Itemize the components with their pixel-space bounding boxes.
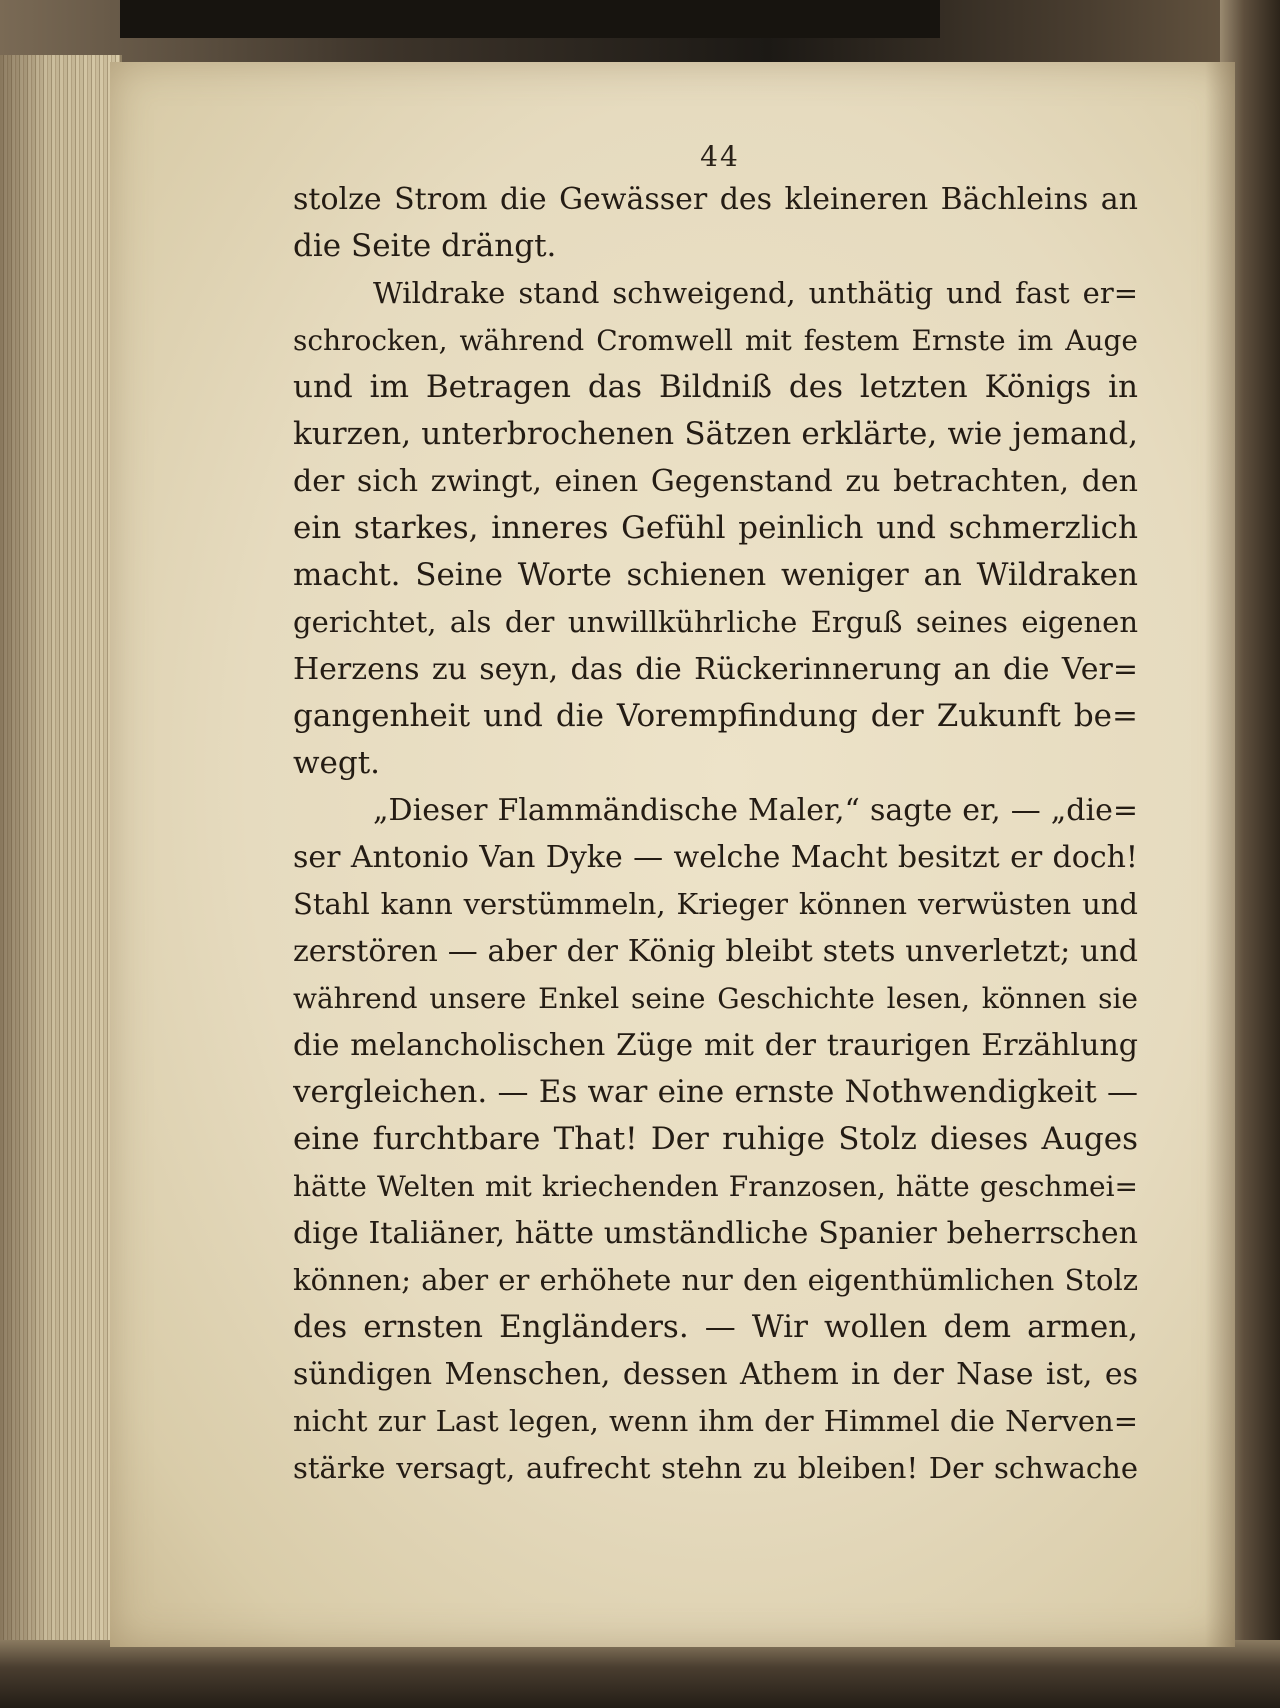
text-line: die Seite drängt.	[293, 228, 557, 264]
text-line: die melancholischen Züge mit der traurigen Erzählung	[293, 1028, 1138, 1063]
text-line: macht. Seine Worte schienen weniger an Wildraken	[293, 557, 1138, 593]
text-line: gangenheit und die Vorempfindung der Zukunft be=	[293, 698, 1138, 734]
text-line: „Dieser Flammändische Maler,“ sagte er, — „die=	[373, 793, 1138, 828]
text-line: während unsere Enkel seine Geschichte lesen, können sie	[293, 982, 1138, 1015]
text-line: Herzens zu seyn, das die Rückerinnerung an die Ver=	[293, 652, 1138, 687]
body-text	[293, 176, 1138, 1492]
page-stack-shadow	[0, 55, 120, 1655]
gutter-shadow	[1205, 62, 1235, 1647]
text-line: dige Italiäner, hätte umständliche Spanier beherrschen	[293, 1216, 1138, 1251]
text-line: gerichtet, als der unwillkührliche Erguß seines eigenen	[293, 605, 1138, 639]
text-line: und im Betragen das Bildniß des letzten Königs in	[293, 369, 1138, 405]
text-line: sündigen Menschen, dessen Athem in der Nase ist, es	[293, 1357, 1138, 1392]
text-line: hätte Welten mit kriechenden Franzosen, hätte geschmei=	[293, 1170, 1138, 1203]
page-number: 44	[700, 140, 740, 173]
text-line: kurzen, unterbrochenen Sätzen erklärte, wie jemand,	[293, 416, 1138, 452]
text-line: Wildrake stand schweigend, unthätig und fast er=	[373, 276, 1138, 310]
book-bottom-edge	[0, 1640, 1280, 1708]
text-line: der sich zwingt, einen Gegenstand zu betrachten, den	[293, 464, 1138, 499]
text-line: können; aber er erhöhete nur den eigenthümlichen Stolz	[293, 1263, 1138, 1297]
text-line: eine furchtbare That! Der ruhige Stolz dieses Auges	[293, 1121, 1138, 1157]
text-line: Stahl kann verstümmeln, Krieger können verwüsten und	[293, 887, 1138, 921]
text-line: zerstören — aber der König bleibt stets unverletzt; und	[293, 934, 1138, 969]
book-spine-band	[120, 0, 940, 38]
text-line: stolze Strom die Gewässer des kleineren Bächleins an	[293, 182, 1138, 217]
text-line: schrocken, während Cromwell mit festem Ernste im Auge	[293, 324, 1138, 357]
text-line: ein starkes, inneres Gefühl peinlich und schmerzlich	[293, 510, 1138, 546]
text-line: vergleichen. — Es war eine ernste Nothwendigkeit —	[293, 1074, 1138, 1110]
text-line: wegt.	[293, 745, 381, 781]
text-line: ser Antonio Van Dyke — welche Macht besitzt er doch!	[293, 840, 1138, 875]
text-line: des ernsten Engländers. — Wir wollen dem armen,	[293, 1309, 1138, 1345]
text-line: stärke versagt, aufrecht stehn zu bleiben! Der schwache	[293, 1451, 1138, 1485]
text-line: nicht zur Last legen, wenn ihm der Himmel die Nerven=	[293, 1404, 1138, 1438]
